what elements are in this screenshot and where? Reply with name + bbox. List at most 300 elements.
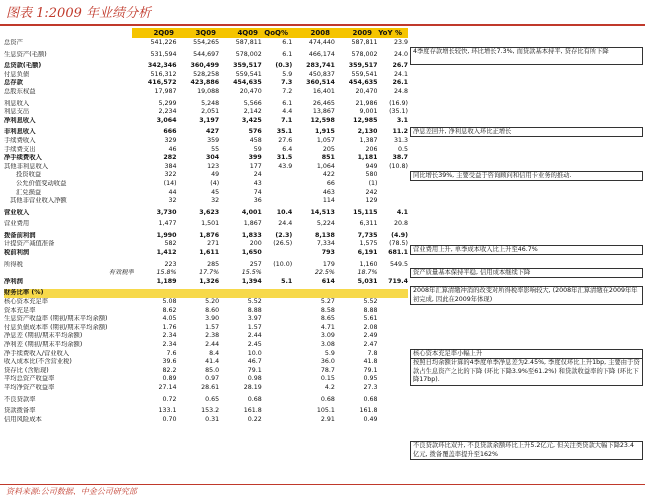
row-label: 其他非利息收入 [4, 162, 49, 170]
value-3q09: 123 [207, 162, 220, 170]
value-2q09: 44 [168, 188, 177, 196]
value-4q09: 36 [253, 197, 262, 205]
value-2009: 359,517 [348, 62, 378, 70]
value-2008: 205 [322, 145, 335, 153]
value-qoq: 7.3 [281, 79, 293, 87]
value-2q09: 2.34 [162, 332, 177, 340]
value-yoy [377, 358, 408, 367]
table-row [4, 39, 408, 48]
value-4q09: 161.8 [243, 407, 262, 415]
value-yoy [377, 324, 408, 333]
value-2008: 22.5% [314, 269, 335, 277]
table-row [4, 62, 408, 71]
value-4q09: 15.5% [241, 269, 262, 277]
value-2009: 580 [365, 171, 378, 179]
table-row [4, 278, 408, 287]
value-yoy: 24.8 [393, 87, 408, 95]
value-2008: 78.7 [320, 366, 335, 374]
value-3q09: 0.31 [205, 415, 220, 423]
row-label: 财务比率 (%) [4, 289, 134, 298]
row-label: 计提资产减值准备 [4, 240, 55, 248]
row-label: 净利润 [4, 277, 23, 285]
row-label: 公允价值变动收益 [16, 179, 67, 187]
row-label: 生息资产收益率 (期初/期末平均余额) [4, 315, 108, 323]
value-4q09: 28.19 [243, 383, 262, 391]
note-deposits: 4季度存款增长较快, 环比增长7.3%, 而贷款基本持平, 贷存比有所下降 [410, 47, 643, 65]
value-qoq [262, 307, 292, 316]
value-yoy: 23.9 [393, 39, 408, 46]
row-label: 核心资本充足率 [4, 298, 49, 306]
value-2008: 1,064 [316, 162, 335, 170]
table-row [4, 117, 408, 126]
value-qoq: 27.6 [278, 136, 293, 144]
row-label: 资本充足率 [4, 306, 36, 314]
value-qoq [262, 375, 292, 384]
row-label: 所得税 [4, 260, 23, 268]
note-opex: 营业费用上升, 单季成本收入比上升至46.7% [410, 245, 643, 255]
value-qoq: 5.9 [282, 70, 293, 78]
value-qoq: 43.9 [278, 162, 293, 170]
table-row [4, 189, 408, 198]
value-2008: 114 [322, 197, 335, 205]
value-2009: 12,985 [353, 116, 378, 124]
value-yoy [377, 171, 408, 180]
value-2q09: 5,299 [158, 99, 177, 107]
table-row [4, 341, 408, 350]
value-2008: 4.2 [324, 383, 335, 391]
value-2q09: 7.6 [166, 349, 177, 357]
value-2008: 1,915 [314, 128, 335, 136]
value-qoq [262, 249, 292, 258]
value-yoy: 38.7 [392, 154, 408, 162]
value-2q09: 531,594 [150, 50, 177, 58]
value-2q09: 1,189 [156, 277, 177, 285]
value-yoy: 24.0 [393, 50, 408, 58]
value-qoq: (0.3) [275, 62, 293, 70]
value-2009: 18.7% [357, 269, 378, 277]
value-yoy [377, 384, 408, 393]
value-2008 [292, 289, 335, 298]
value-2q09: 666 [163, 128, 177, 136]
value-4q09: 2,142 [243, 108, 262, 116]
value-2009: 2,130 [357, 128, 378, 136]
value-2008: 4.71 [320, 323, 335, 331]
value-2q09: 582 [164, 240, 177, 248]
value-2008: 851 [321, 154, 335, 162]
row-label: 手续费收入 [4, 136, 36, 144]
value-yoy [377, 298, 408, 307]
value-2008: 8.65 [320, 315, 335, 323]
value-4q09: 576 [248, 128, 262, 136]
table-row [4, 137, 408, 146]
table-row [4, 146, 408, 155]
value-2q09: 4.05 [162, 315, 177, 323]
table-row [4, 71, 408, 80]
value-2q09: 3,730 [156, 208, 177, 216]
value-2008: 2.91 [320, 415, 335, 423]
value-4q09: 2.45 [247, 341, 262, 348]
value-3q09: 528,258 [193, 70, 220, 78]
value-yoy: (4.9) [391, 231, 408, 239]
value-qoq [262, 171, 292, 180]
value-yoy: 31.3 [393, 136, 408, 144]
table-row [4, 307, 408, 316]
section-header [4, 289, 408, 298]
value-2009: 578,002 [351, 50, 378, 58]
value-4q09: 200 [249, 240, 262, 248]
value-2009: (1) [368, 179, 378, 187]
value-2q09: 46 [168, 145, 177, 153]
row-label: 利息支出 [4, 108, 30, 116]
value-2009: 41.8 [363, 358, 378, 366]
footer-divider [0, 484, 645, 485]
value-3q09: 8.4 [209, 349, 220, 357]
value-4q09 [219, 289, 262, 298]
value-2009: 7,735 [357, 231, 378, 239]
value-qoq: 35.1 [276, 128, 293, 136]
row-label: 贷款拨备率 [4, 407, 36, 415]
value-2008: 1,057 [316, 136, 335, 144]
value-4q09: 3,425 [241, 116, 262, 124]
value-2q09: 342,346 [147, 62, 177, 70]
financial-table [4, 39, 408, 424]
value-2008: 793 [321, 249, 335, 257]
value-2008: 463 [322, 188, 335, 196]
value-4q09: 8.88 [247, 306, 262, 314]
value-4q09: 1,867 [243, 220, 262, 228]
note-npl: 不良贷款环比双升, 不良贷款余额环比上升5.2亿元, 但关注类贷款大幅下降23.4亿元, 拨备覆盖率提升至162% [410, 441, 643, 460]
row-label: 营业收入 [4, 208, 30, 216]
value-qoq: 7.1 [281, 116, 293, 124]
table-row [4, 358, 408, 367]
value-2008: 105.1 [316, 407, 335, 415]
value-2009: 949 [365, 162, 378, 170]
table-row [4, 220, 408, 229]
value-2q09: 3,064 [156, 116, 177, 124]
row-label: 净手续费收入 [4, 154, 42, 162]
value-2008: 8.58 [320, 306, 335, 314]
value-3q09: 55 [211, 145, 220, 153]
value-yoy: 26.1 [392, 79, 408, 87]
row-label: 净息差 (期初/期末平均余额) [4, 332, 83, 340]
value-3q09: (4) [210, 179, 220, 187]
table-row [4, 88, 408, 97]
value-2q09: 2.34 [162, 341, 177, 348]
value-4q09: 458 [249, 136, 262, 144]
value-4q09: 359,517 [233, 62, 262, 70]
value-2009: 587,811 [351, 39, 378, 46]
value-yoy: 4.1 [396, 208, 408, 216]
value-2008: 66 [326, 179, 335, 187]
row-label: 税前利润 [4, 249, 30, 257]
value-2q09: 329 [164, 136, 177, 144]
value-2009: 161.8 [359, 407, 378, 415]
figure-title: 图表 1:2009 年业绩分析 [6, 6, 151, 21]
value-qoq [262, 189, 292, 198]
table-row [4, 249, 408, 258]
note-tax: 2008年汇算清缴冲消的改变对所得税率影响较大, (2008年汇算清缴在2009年年初完成, 因此在2009年体现) [410, 286, 643, 305]
value-2009: 15,115 [353, 208, 378, 216]
table-row [4, 108, 408, 117]
table-row [4, 261, 408, 270]
value-4q09: 24 [253, 171, 262, 179]
value-qoq [262, 396, 292, 405]
value-yoy [377, 416, 408, 425]
value-2009: 6,311 [359, 220, 378, 228]
table-row [4, 332, 408, 341]
value-yoy [377, 189, 408, 198]
value-yoy [377, 289, 408, 298]
value-3q09: 45 [211, 188, 220, 196]
value-4q09: 59 [253, 145, 262, 153]
row-label: 汇兑损益 [16, 188, 42, 196]
header-3q09: 3Q09 [195, 29, 216, 37]
value-yoy: 549.5 [389, 260, 408, 268]
value-2009: 1,387 [359, 136, 378, 144]
value-yoy: 0.5 [397, 145, 408, 153]
value-yoy: 11.2 [392, 128, 408, 136]
note-margin: 按照日均余额计算的4季度单季净息差为2.45%, 季度仅环比上升1bp, 主要由于贷款占生息资产之比的下降 (环比下降3.9%至61.2%) 和贷款收益率的下降 (环比下降17bp). [410, 358, 643, 386]
value-3q09: 304 [206, 154, 220, 162]
value-3q09: 5.20 [205, 298, 220, 306]
value-yoy: 26.7 [392, 62, 408, 70]
value-qoq: (2.3) [275, 231, 293, 239]
title-divider [0, 24, 645, 26]
value-2008: 283,741 [306, 62, 335, 70]
value-qoq [262, 384, 292, 393]
value-qoq [262, 367, 292, 376]
table-row [4, 154, 408, 163]
row-label: 总股东权益 [4, 87, 36, 95]
value-yoy: (35.1) [389, 108, 408, 116]
value-2008: 5.27 [320, 298, 335, 306]
table-row [4, 163, 408, 172]
header-qoq: QoQ% [264, 29, 288, 37]
value-2009: 2.47 [363, 341, 378, 348]
table-row [4, 209, 408, 218]
value-qoq: (26.5) [273, 240, 293, 248]
value-2008: 16,401 [312, 87, 335, 95]
value-2q09: 0.70 [162, 415, 177, 423]
value-4q09: 587,811 [235, 39, 262, 46]
value-2q09: 17,987 [154, 87, 177, 95]
value-3q09: 1,326 [199, 277, 220, 285]
value-3q09: 2,051 [201, 108, 220, 116]
value-3q09: 0.97 [205, 375, 220, 383]
value-yoy [377, 396, 408, 405]
row-label: 净利息收入 [4, 116, 36, 124]
table-row [4, 416, 408, 425]
row-label: 生息资产(毛额) [4, 50, 47, 58]
note-nim: 净息差回升, 净利息收入环比正增长 [410, 127, 643, 137]
value-qoq [262, 324, 292, 333]
table-row [4, 232, 408, 241]
value-3q09: 2.38 [205, 332, 220, 340]
row-label: 付息负债成本率 (期初/期末平均余额) [4, 323, 108, 331]
value-qoq: 10.4 [276, 208, 293, 216]
value-qoq: 24.4 [278, 220, 293, 228]
table-row [4, 298, 408, 307]
value-yoy [377, 341, 408, 350]
row-label: 营业费用 [4, 220, 30, 228]
value-qoq [262, 416, 292, 425]
row-label: 总贷款(毛额) [4, 62, 42, 70]
value-2008: 422 [322, 171, 335, 179]
value-2009: 1,160 [359, 260, 378, 268]
value-4q09: 20,470 [239, 87, 262, 95]
table-row [4, 240, 408, 249]
value-3q09: 271 [207, 240, 220, 248]
value-2008: 14,513 [310, 208, 335, 216]
value-2q09: 0.72 [162, 395, 177, 403]
value-4q09: 74 [253, 188, 262, 196]
header-row [132, 28, 408, 38]
value-4q09: 578,002 [235, 50, 262, 58]
value-2q09: 322 [164, 171, 177, 179]
value-3q09: 3,623 [199, 208, 220, 216]
value-2008: 36.0 [320, 358, 335, 366]
value-3q09: 17.7% [199, 269, 220, 277]
row-label: 总存款 [4, 79, 23, 87]
value-3q09: 1,611 [199, 249, 220, 257]
value-2009: 2.08 [363, 323, 378, 331]
value-2008: 614 [321, 277, 335, 285]
value-2009: 1,575 [359, 240, 378, 248]
header-4q09: 4Q09 [237, 29, 258, 37]
value-qoq: 5.1 [281, 277, 293, 285]
value-2008: 12,598 [310, 116, 335, 124]
value-3q09: 359 [207, 136, 220, 144]
value-2q09: 541,226 [150, 39, 177, 46]
note-core-capital: 核心资本充足率小幅上升 [410, 349, 643, 359]
value-4q09: 559,541 [235, 70, 262, 78]
header-2q09: 2Q09 [153, 29, 174, 37]
table-row [4, 350, 408, 359]
table-row [4, 128, 408, 137]
value-4q09: 79.1 [247, 366, 262, 374]
value-2008: 466,174 [308, 50, 335, 58]
value-qoq [262, 358, 292, 367]
value-2q09: 27.14 [158, 383, 177, 391]
row-label: 非利息收入 [4, 128, 36, 136]
value-yoy [377, 269, 408, 278]
value-qoq [262, 341, 292, 350]
value-2008: 450,837 [308, 70, 335, 78]
value-2008: 26,465 [312, 99, 335, 107]
value-4q09: 1.57 [247, 323, 262, 331]
table-row [4, 100, 408, 109]
value-4q09: 46.7 [247, 358, 262, 366]
value-2q09: 1,412 [156, 249, 177, 257]
table-row [4, 375, 408, 384]
value-3q09: 3.90 [205, 315, 220, 323]
value-4q09: 1,394 [241, 277, 262, 285]
value-yoy: 681.1 [388, 249, 408, 257]
value-qoq: 6.1 [282, 99, 293, 107]
value-2q09: 1.76 [162, 323, 177, 331]
table-row [4, 79, 408, 88]
value-3q09: 360,499 [190, 62, 220, 70]
value-3q09: 28.61 [201, 383, 220, 391]
table-row [4, 197, 408, 206]
value-3q09: 5,248 [201, 99, 220, 107]
value-2q09: 516,312 [150, 70, 177, 78]
value-2q09: 82.2 [162, 366, 177, 374]
value-3q09: 1,876 [199, 231, 220, 239]
table-row [4, 315, 408, 324]
row-label: 净手续费收入/营业收入 [4, 349, 70, 357]
value-2q09: 5.08 [162, 298, 177, 306]
value-2009 [335, 289, 378, 298]
value-3q09: 427 [206, 128, 220, 136]
value-3q09: 554,265 [193, 39, 220, 46]
note-fee: 同比增长39%, 主要受益于咨询顾问和信用卡业务的推动. [410, 171, 643, 181]
value-2009: 0.95 [363, 375, 378, 383]
value-yoy [377, 375, 408, 384]
value-2q09: 32 [168, 197, 177, 205]
value-2q09: 0.89 [162, 375, 177, 383]
value-4q09: 10.0 [247, 349, 262, 357]
value-4q09: 2.44 [247, 332, 262, 340]
value-qoq: (10.0) [273, 260, 293, 268]
value-2q09: 133.1 [158, 407, 177, 415]
value-2008: 13,867 [312, 108, 335, 116]
row-label: 信用风险成本 [4, 415, 42, 423]
value-2009: 0.49 [363, 415, 378, 423]
value-4q09: 0.22 [247, 415, 262, 423]
value-2008: 3.09 [320, 332, 335, 340]
value-2q09 [134, 289, 177, 298]
value-qoq: 7.2 [282, 87, 293, 95]
value-2008: 7,334 [316, 240, 335, 248]
header-2008: 2008 [310, 29, 330, 37]
value-4q09: 177 [249, 162, 262, 170]
value-2009: 20,470 [355, 87, 378, 95]
table-row [4, 324, 408, 333]
row-label: 收入成本比(不含营业税) [4, 358, 72, 366]
value-2009: 6,191 [357, 249, 378, 257]
value-2q09: (14) [163, 179, 177, 187]
value-4q09: 1,833 [241, 231, 262, 239]
value-3q09: 1,501 [201, 220, 220, 228]
value-2008: 0.68 [320, 395, 335, 403]
value-qoq: 6.1 [282, 39, 293, 46]
header-2009: 2009 [352, 29, 372, 37]
value-2009: 0.68 [363, 395, 378, 403]
value-yoy [377, 350, 408, 359]
value-3q09: 423,886 [190, 79, 220, 87]
value-qoq [262, 298, 292, 307]
source-note: 资料来源:公司数据、中金公司研究部 [6, 487, 137, 496]
value-2009: 206 [365, 145, 378, 153]
value-4q09: 3.97 [247, 315, 262, 323]
row-label: 平均净资产收益率 [4, 383, 55, 391]
value-4q09: 5,566 [243, 99, 262, 107]
table-row [4, 367, 408, 376]
value-qoq [262, 407, 292, 416]
value-3q09: 2.44 [205, 341, 220, 348]
value-3q09: 19,088 [197, 87, 220, 95]
value-qoq [262, 269, 292, 278]
value-2008: 5,224 [316, 220, 335, 228]
row-label: 其他非营业收入净额 [10, 197, 67, 205]
row-label: 总资产 [4, 39, 23, 46]
value-qoq [262, 180, 292, 189]
note-asset-quality: 资产质量基本保持平稳, 信用成本继续下降 [410, 268, 643, 278]
value-qoq: 6.4 [282, 145, 293, 153]
value-4q09: 0.68 [247, 395, 262, 403]
value-2009: 242 [365, 188, 378, 196]
